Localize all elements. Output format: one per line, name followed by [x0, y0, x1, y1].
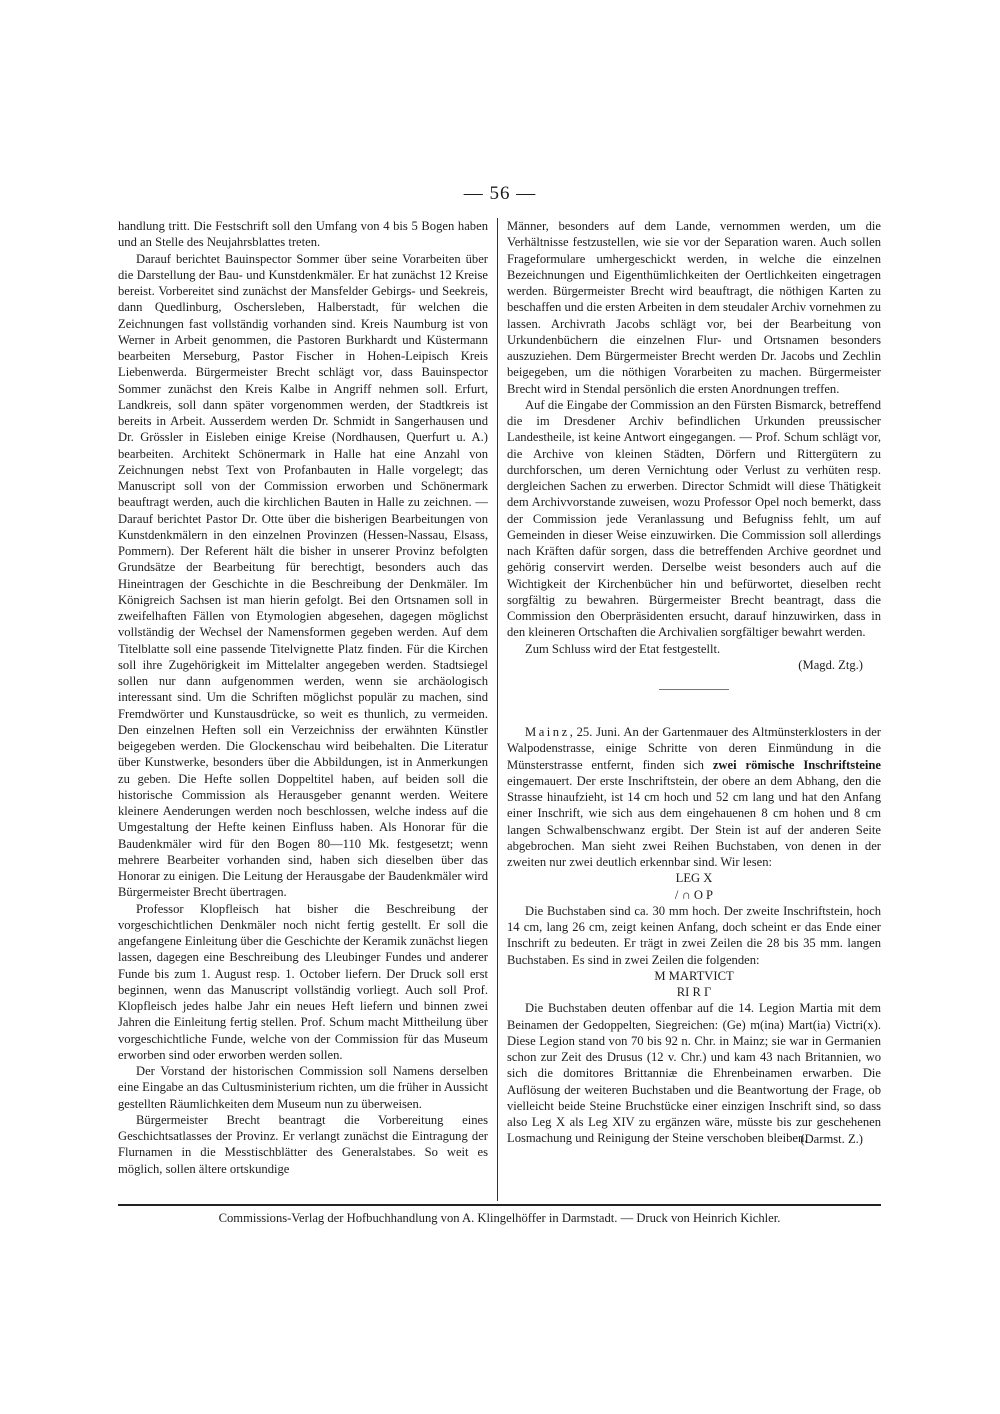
footer-rule [118, 1204, 881, 1206]
paragraph: Die Buchstaben sind ca. 30 mm hoch. Der zweite Inschriftstein, hoch 14 cm, lang 26 cm, zeigt keinen Anfang, doch scheint er das Ende einer Inschrift zu bedeuten. Er trägt in zwei Zeilen die 28 bis 35 mm. langen Buchstaben. Es sind in zwei Zeilen die folgenden: [507, 903, 881, 967]
paragraph: Der Vorstand der historischen Commission soll Namens derselben eine Eingabe an das Cultusministerium richten, um die früher in Aussicht gestellten Räumlichkeiten dem Museum nun zu überweisen. [118, 1064, 488, 1111]
inscription-line: M MARTVICT [654, 968, 734, 983]
paragraph: handlung tritt. Die Festschrift soll den Umfang von 4 bis 5 Bogen haben und an Stelle des Neujahrsblattes treten. [118, 219, 488, 250]
paragraph: Männer, besonders auf dem Lande, vernommen werden, um die Verhältnisse festzustellen, wie sie vor der Separation waren. Auch sollen Frageformulare umhergeschickt werden, in welche die einzelnen Bezeichnungen und Eigenthümlichkeiten der Oertlichkeiten eingetragen werden. Bürgermeister Brecht wird beauftragt, die nöthigen Karten zu beschaffen und die ersten Arbeiten in dem steudaler Archiv vornehmen zu lassen. Archivrath Jacobs schlägt vor, bei der Bearbeitung von Urkundenbüchern die einzelnen Flur- und Ortsnamen besonders auszuziehen. Dem Bürgermeister Brecht werden Dr. Jacobs und Zechlin beigegeben, um die nöthigen Vorarbeiten zu machen. Bürgermeister Brecht wird in Stendal persönlich die ersten Anordnungen treffen. [507, 219, 881, 396]
right-column [507, 218, 881, 1147]
page-number: — 56 — [463, 183, 537, 204]
article-text: eingemauert. Der erste Inschriftstein, der obere an dem Abhang, den die Strasse hinaufzieht, ist 14 cm hoch und 52 cm lang und hat den Anfang einer Inschrift, wie sich aus dem eingehauenen 8 cm hohen und 8 cm langen Schwalbenschwanz ergibt. Der Stein ist auf der anderen Seite abgebrochen. Man sieht zwei Reihen Buchstaben, von denen in der zweiten nur zwei deutlich erkennbar sind. Wir lesen: [507, 773, 881, 869]
article-text: , 25. Juni. An der Gartenmauer des Altmünsterklosters in der Walpodenstrasse, einige Schritte von deren Einmündung in die Münsterstrasse entfernt, finden sich [507, 725, 881, 772]
paragraph: Bürgermeister Brecht beantragt die Vorbereitung eines Geschichtsatlasses der Provinz. Er verlangt zunächst die Eintragung der Flurnamen in die Messtischblätter des Generalstabes. So weit es möglich, sollen ältere ortskundige [118, 1112, 488, 1176]
section-separator [659, 689, 729, 690]
source-citation: (Darmst. Z.) [800, 1131, 863, 1146]
inscription-line: / ∩ O P [674, 887, 714, 902]
column-divider [497, 218, 498, 1201]
publisher-footer: Commissions-Verlag der Hofbuchhandlung von A. Klingelhöffer in Darmstadt. — Druck von Heinrich Kichler. [218, 1211, 781, 1225]
inscription-line: LEG X [675, 871, 713, 886]
left-column [118, 218, 488, 1177]
mainz-article [507, 724, 881, 870]
dateline-place: Mainz [525, 725, 570, 739]
paragraph: Professor Klopfleisch hat bisher die Beschreibung der vorgeschichtlichen Denkmäler noch nicht fertig gestellt. Er soll die angefangene Einleitung über die Geschichte der Keramik zunächst liegen lassen, dagegen eine Beschreibung des Lleubinger Fundes und anderer Funde bis zum 1. August resp. 1. October liefern. Der Druck soll erst beginnen, wenn das Manuscript vollständig vorliegt. Auch soll Prof. Klopfleisch jedes halbe Jahr ein neues Heft liefern und binnen zwei Jahren die Einleitung fertig stellen. Prof. Schum macht Mittheilung über vorgeschichtliche Funde, welche von der Commission für das Museum erworben sind oder erworben werden sollen. [118, 901, 488, 1062]
paragraph: Darauf berichtet Bauinspector Sommer über seine Vorarbeiten über die Darstellung der Bau- und Kunstdenkmäler. Er hat zunächst 12 Kreise bereist. Vorbereitet sind zunächst der Mansfelder Gebirgs- und Seekreis, dann Quedlinburg, Oschersleben, Halberstadt, für welchen die Zeichnungen fast vollständig vorhanden sind. Kreis Naumburg ist von Werner in Arbeit genommen, die Pastoren Burkhardt und Küstermann bearbeiten Merseburg, Pastor Fischer in Hohen-Leipisch Kreis Liebenwerda. Bürgermeister Brecht schlägt vor, dass Bauinspector Sommer zunächst den Kreis Kalbe in Angriff nehmen soll. Erfurt, Landkreis, soll dann später vorgenommen werden, der Stadtkreis ist bereits in Arbeit. Ausserdem werden Dr. Schmidt in Sangerhausen und Dr. Grössler in Eisleben einige Kreise (Nordhausen, Querfurt u. A.) bearbeiten. Architekt Schönermark in Halle hat eine Anzahl von Zeichnungen nebst Text von Profanbauten in Halle vorgelegt; das Manuscript soll von der Commission erworben und Schönermark beauftragt werden, auch die kirchlichen Bauten in Halle zu zeichnen. — Darauf berichtet Pastor Dr. Otte über die bisherigen Bearbeitungen von Kunstdenkmälern in den einzelnen Provinzen (Hessen-Nassau, Elsass, Pommern). Der Referent hält die bisher in unserer Provinz befolgten Grundsätze der Bearbeitung für berechtigt, besonders auch das Hineintragen der Geschichte in die Beschreibung der Denkmäler. Im Königreich Sachsen ist man hierin gefolgt. Bei den Ortsnamen soll in zweifelhaften Fällen von Etymologien abgesehen, dagegen möglichst vollständig der Wechsel der Namensformen gegeben werden. Auf dem Titelblatte soll eine passende Titelvignette Platz finden. Für die Kirchen soll ihre Zugehörigkeit im Mittelalter angegeben werden. Stadtsiegel sollen nur dann aufgenommen werden, wenn sie archäologisch interessant sind. Um die Schriften möglichst populär zu machen, sind Fremdwörter und Kunstausdrücke, so weit es thunlich, zu vermeiden. Den einzelnen Heften soll ein Verzeichniss der erwähnten Künstler beigegeben werden. Die Glockenschau wird beibehalten. Die Literatur über Kunstwerke, besonders über die Abbildungen, ist in Anmerkungen zu geben. Die Hefte sollen Doppeltitel haben, auf beiden soll die historische Commission als Herausgeber genannt werden. Weitere kleinere Aenderungen werden noch beschlossen, welche indess auf die Umgestaltung der Hefte keinen Einfluss haben. Als Honorar für die Baudenkmäler wird für den Bogen 80—110 Mk. festgesetzt; wenn mehrere Bearbeiter vorhanden sind, haben sich dieselben über das Honorar zu einigen. Die Leitung der Herausgabe der Baudenkmäler wird Bürgermeister Brecht übertragen. [118, 251, 488, 900]
inscription-line: RI R Γ [676, 985, 712, 999]
source-citation: (Magd. Ztg.) [798, 657, 863, 672]
paragraph: Die Buchstaben deuten offenbar auf die 14. Legion Martia mit dem Beinamen der Gedoppelten, Siegreichen: (Ge) m(ina) Mart(ia) Victri(x). Diese Legion stand von 70 bis 92 n. Chr. in Mainz; sie war in Germanien schon zur Zeit des Drusus (12 v. Chr.) und kam 43 nach Britannien, wo sich die domitores Brittanniæ die Ehrenbeinamen erwarben. Die Auflösung der weiteren Buchstaben und die Beantwortung der Frage, ob vielleicht beide Steine Bruchstücke einer einzigen Inschrift sind, so dass also Leg X als Leg XIV zu ergänzen wäre, müsste bis zur geschehenen Losmachung und Reinigung der Steine verschoben bleiben. [507, 1001, 881, 1146]
paragraph: Auf die Eingabe der Commission an den Fürsten Bismarck, betreffend die im Dresdener Archiv befindlichen Urkunden preussischer Landestheile, ist keine Antwort eingegangen. — Prof. Schum schlägt vor, die Archive von kleinen Städten, Dörfern und Rittergütern zu durchforschen, um deren Vernichtung oder Verlust zu verhüten resp. dergleichen Sachen zu erwerben. Director Schmidt will diese Thätigkeit dem Archivvorstande zuweisen, wozu Professor Opel noch bemerkt, dass der Commission jede Veranlassung und Befugniss fehlt, um auf Gemeinden in dieser Weise einzuwirken. Die Commission soll allerdings nach Kräften dafür sorgen, dass die betreffenden Archive geordnet und gehörig conservirt werden. Derselbe weist besonders auch auf die Wichtigkeit der Kirchenbücher hin und befürwortet, dieselben recht sorgfältig zu bewahren. Bürgermeister Brecht beantragt, dass die Commission den Oberpräsidenten ersucht, darauf hinzuwirken, dass in den kleineren Ortschaften die Archivalien sorgfältiger bewahrt werden. [507, 397, 881, 640]
paragraph: Zum Schluss wird der Etat festgestellt. [525, 641, 721, 656]
article-emphasis: zwei römische Inschriftsteine [712, 757, 881, 772]
